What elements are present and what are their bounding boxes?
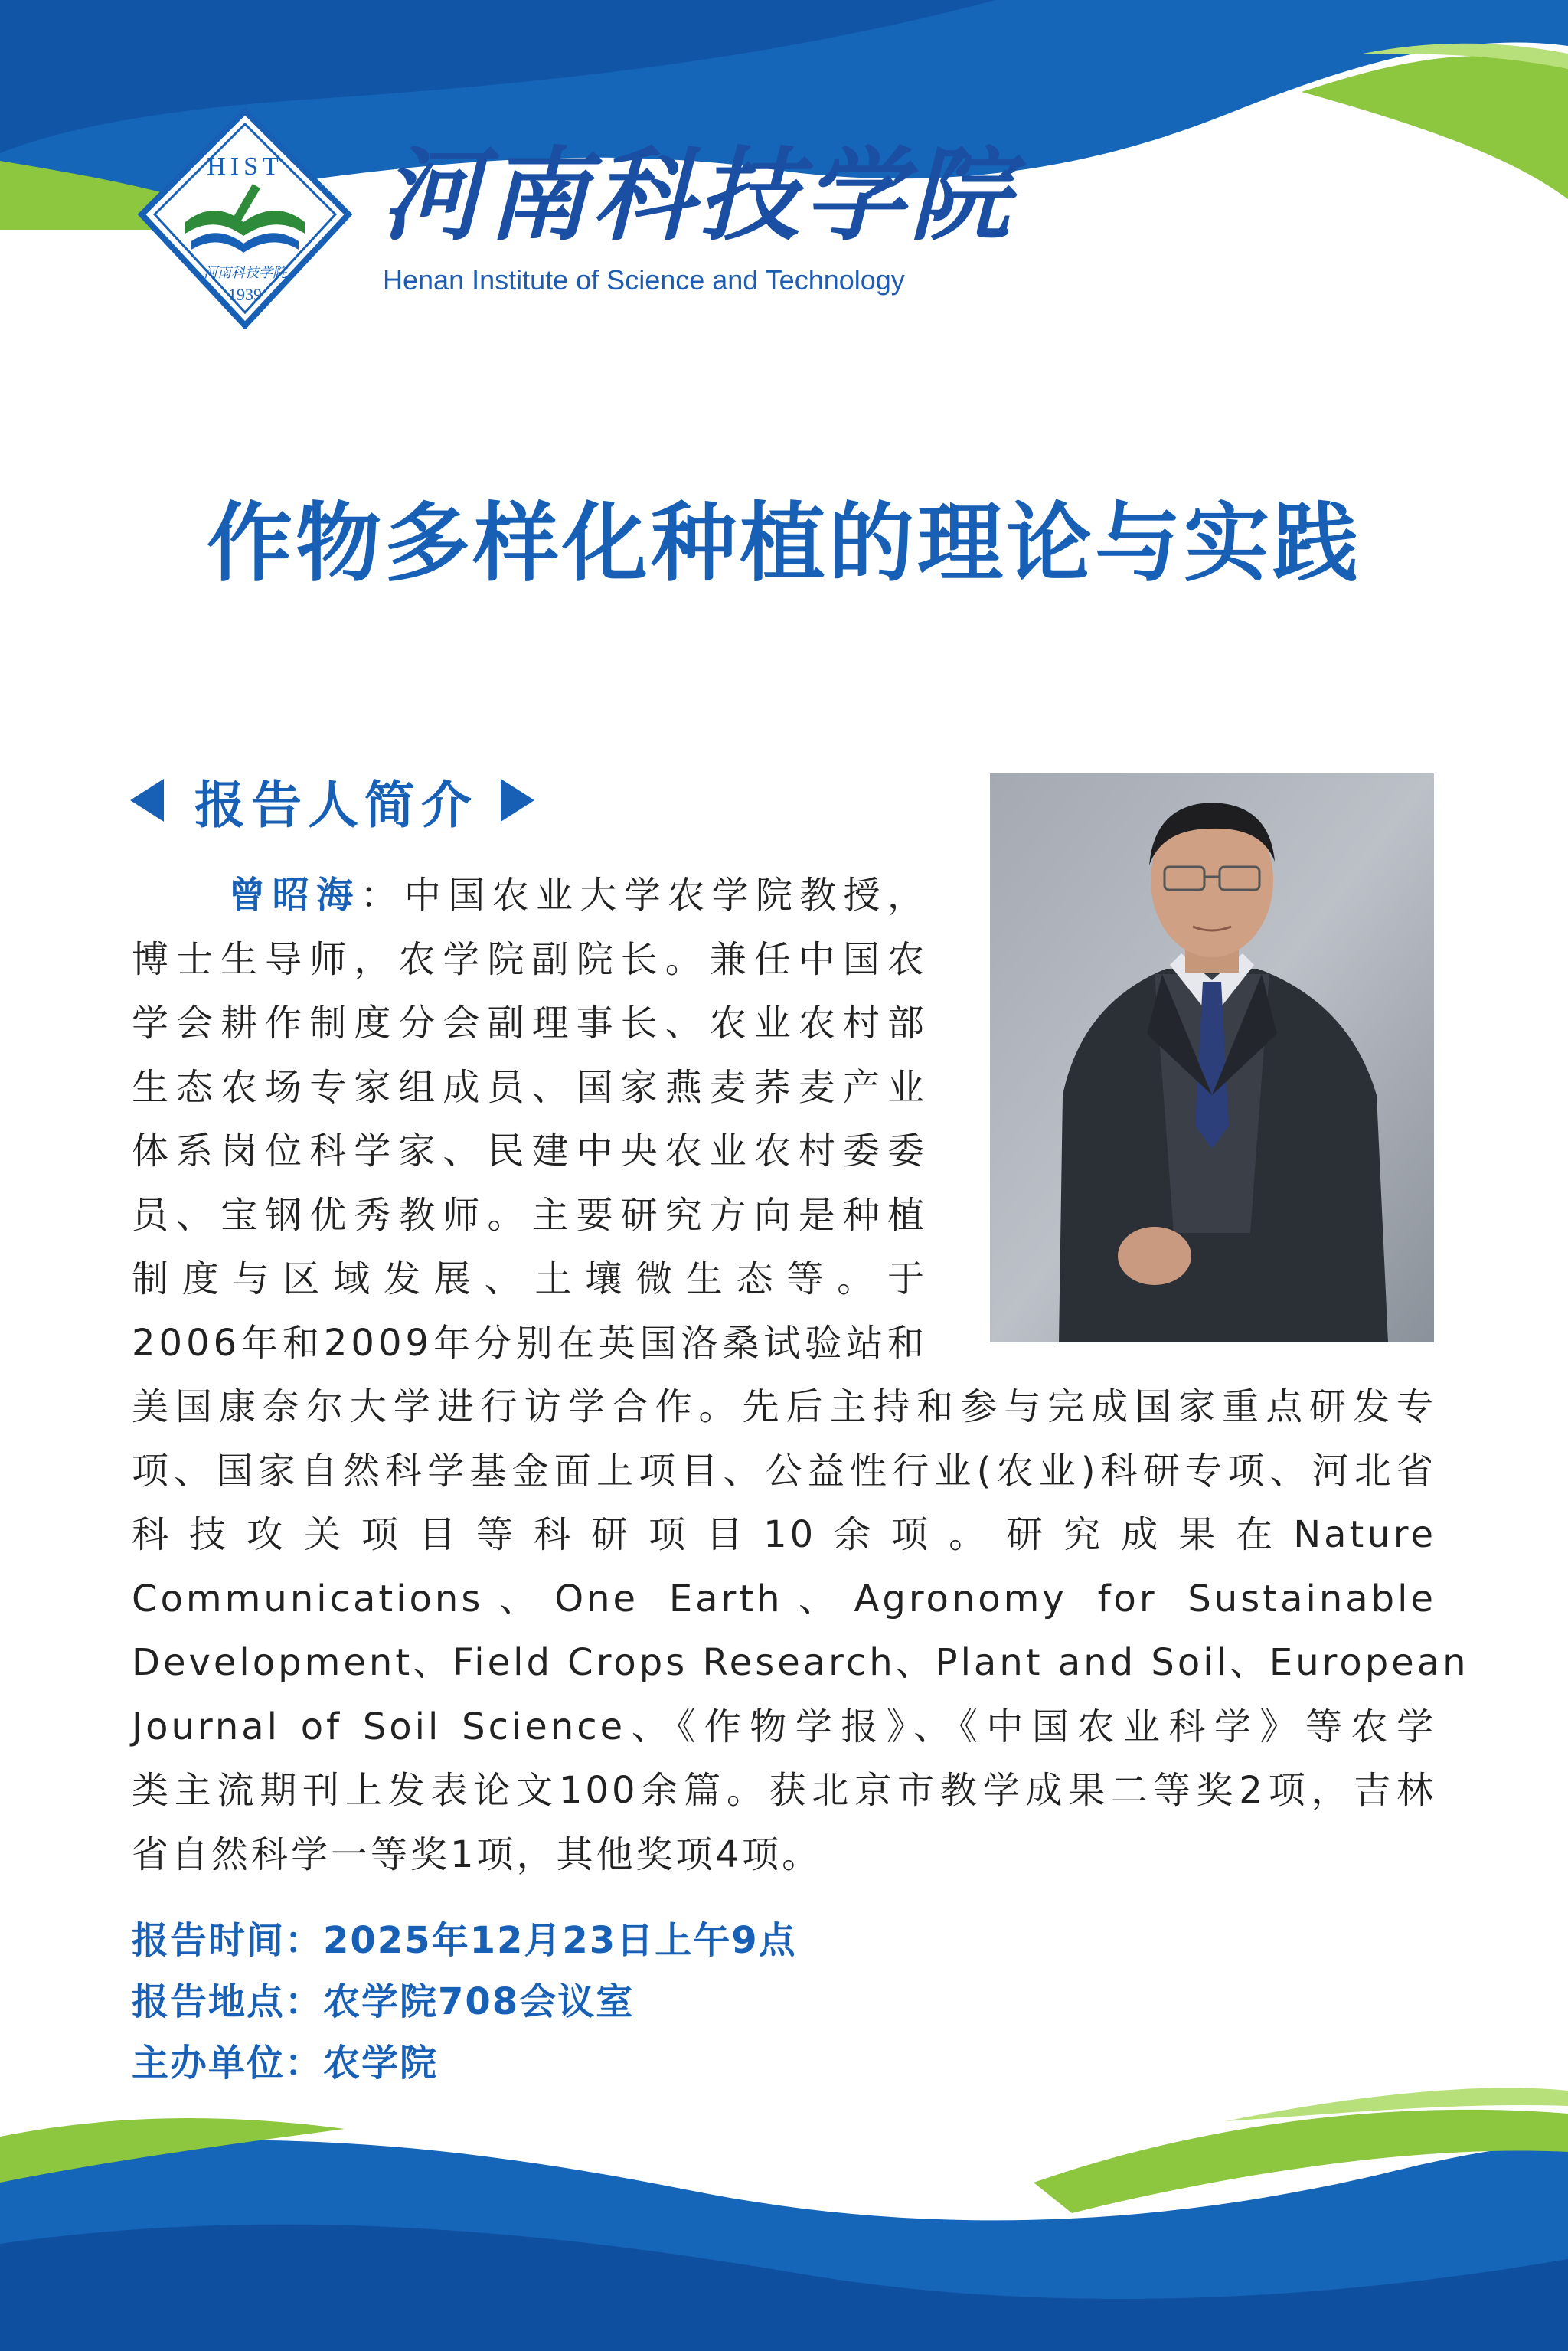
section-heading	[130, 766, 534, 835]
report-time: 报告时间：2025年12月23日上午9点	[132, 1919, 797, 1962]
school-name-english: Henan Institute of Science and Technology	[383, 264, 905, 296]
bio-narrow-block	[132, 864, 928, 1375]
bio-line: 员、宝钢优秀教师。主要研究方向是种植	[132, 1193, 928, 1237]
logo-badge-year: 1939	[228, 285, 262, 304]
bio-line: 类主流期刊上发表论文100余篇。获北京市教学成果二等奖2项，吉林	[132, 1769, 1436, 1812]
bio-wide-block	[132, 1375, 1469, 1887]
bio-line: 生态农场专家组成员、国家燕麦荞麦产业	[132, 1065, 928, 1109]
section-heading-text: 报告人简介	[194, 775, 478, 835]
bio-line: 曾昭海：中国农业大学农学院教授，	[225, 874, 928, 917]
bio-line: 学会耕作制度分会副理事长、农业农村部	[132, 1002, 928, 1045]
logo-badge-text: HIST	[207, 152, 283, 181]
bio-line: 科技攻关项目等科研项目10余项。研究成果在Nature	[132, 1513, 1436, 1556]
left-triangle-icon	[130, 779, 164, 822]
school-logo-emblem	[138, 107, 352, 329]
logo-badge-cn: 河南科技学院	[204, 265, 286, 281]
bio-line: 项、国家自然科学基金面上项目、公益性行业(农业)科研专项、河北省	[132, 1449, 1436, 1493]
bio-line: 制度与区域发展、土壤微生态等。于	[132, 1257, 928, 1300]
right-triangle-icon	[501, 779, 534, 822]
report-location: 报告地点：农学院708会议室	[132, 1980, 635, 2023]
bio-line: 美国康奈尔大学进行访学合作。先后主持和参与完成国家重点研发专	[132, 1385, 1436, 1428]
bio-line: 博士生导师，农学院副院长。兼任中国农	[132, 937, 928, 981]
bio-line: 2006年和2009年分别在英国洛桑试验站和	[132, 1321, 928, 1365]
speaker-name: 曾昭海	[225, 874, 361, 917]
bio-line: 体系岗位科学家、民建中央农业农村委委	[132, 1130, 928, 1172]
host-organization: 主办单位：农学院	[132, 2042, 439, 2085]
bio-line: Journal of Soil Science、《作物学报》、《中国农业科学》等农学	[132, 1705, 1436, 1748]
speaker-portrait	[990, 773, 1434, 1342]
bio-line: 省自然科学一等奖1项，其他奖项4项。	[132, 1833, 822, 1876]
school-name-calligraphy: 河南科技学院	[381, 136, 1015, 255]
bio-line: Development、Field Crops Research、Plant and Soil、European	[132, 1641, 1469, 1684]
bio-line: Communications、One Earth、Agronomy for Sustainable	[132, 1577, 1436, 1620]
lecture-title: 作物多样化种植的理论与实践	[207, 494, 1361, 593]
